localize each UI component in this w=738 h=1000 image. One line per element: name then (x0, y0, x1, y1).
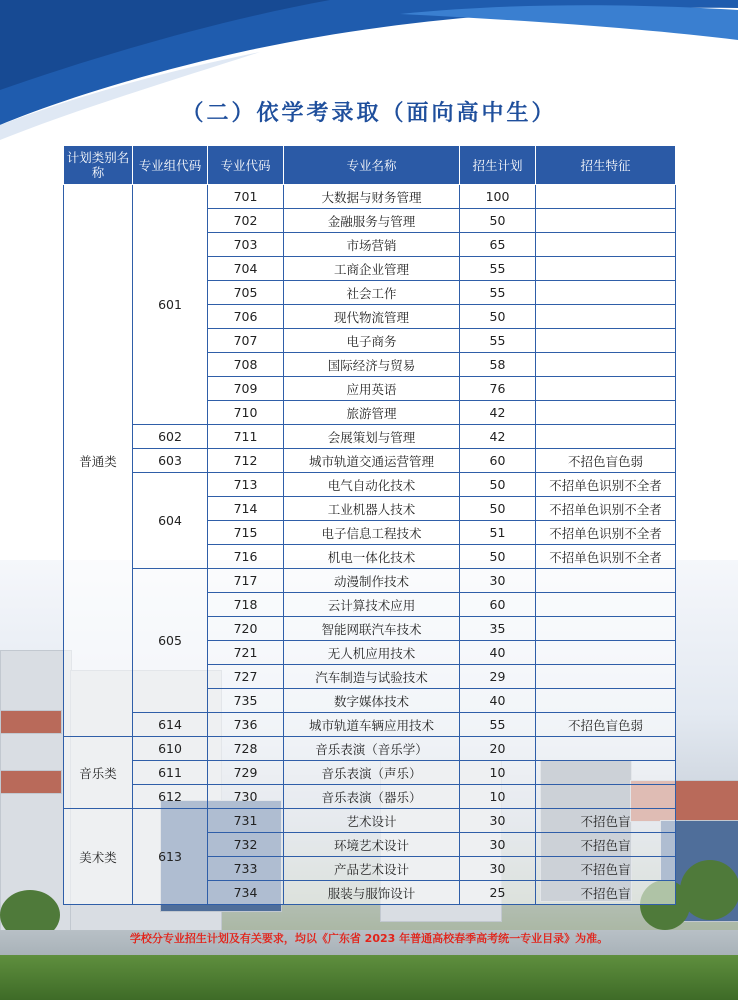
table-row (64, 185, 676, 209)
major-name-cell: 产品艺术设计 (284, 857, 460, 881)
col-header-group-code: 专业组代码 (133, 146, 208, 185)
group-code-cell: 603 (133, 449, 208, 473)
major-name-cell: 城市轨道交通运营管理 (284, 449, 460, 473)
table-row (64, 473, 676, 497)
major-code-cell: 713 (208, 473, 284, 497)
major-code-cell: 728 (208, 737, 284, 761)
feature-cell: 不招色盲色弱 (536, 713, 676, 737)
plan-cell: 50 (460, 473, 536, 497)
major-code-cell: 727 (208, 665, 284, 689)
major-name-cell: 旅游管理 (284, 401, 460, 425)
plan-cell: 20 (460, 737, 536, 761)
plan-cell: 55 (460, 257, 536, 281)
plan-cell: 40 (460, 689, 536, 713)
major-name-cell: 服装与服饰设计 (284, 881, 460, 905)
table-row (64, 713, 676, 737)
major-code-cell: 736 (208, 713, 284, 737)
category-cell: 美术类 (64, 809, 133, 905)
major-name-cell: 音乐表演（声乐） (284, 761, 460, 785)
plan-cell: 55 (460, 281, 536, 305)
major-code-cell: 711 (208, 425, 284, 449)
plan-cell: 35 (460, 617, 536, 641)
category-cell: 普通类 (64, 185, 133, 737)
major-name-cell: 应用英语 (284, 377, 460, 401)
major-code-cell: 714 (208, 497, 284, 521)
major-name-cell: 现代物流管理 (284, 305, 460, 329)
major-name-cell: 艺术设计 (284, 809, 460, 833)
feature-cell (536, 569, 676, 593)
major-code-cell: 702 (208, 209, 284, 233)
plan-cell: 58 (460, 353, 536, 377)
grass-decoration (0, 955, 738, 1000)
major-name-cell: 社会工作 (284, 281, 460, 305)
table-row (64, 809, 676, 833)
table-row (64, 785, 676, 809)
col-header-category: 计划类别名称 (64, 146, 133, 185)
feature-cell (536, 209, 676, 233)
group-code-cell: 602 (133, 425, 208, 449)
major-name-cell: 国际经济与贸易 (284, 353, 460, 377)
feature-cell: 不招色盲 (536, 809, 676, 833)
major-name-cell: 市场营销 (284, 233, 460, 257)
feature-cell: 不招单色识别不全者 (536, 497, 676, 521)
major-name-cell: 城市轨道车辆应用技术 (284, 713, 460, 737)
major-code-cell: 705 (208, 281, 284, 305)
table-row (64, 449, 676, 473)
major-name-cell: 音乐表演（器乐） (284, 785, 460, 809)
group-code-cell: 601 (133, 185, 208, 425)
category-cell: 音乐类 (64, 737, 133, 809)
group-code-cell: 611 (133, 761, 208, 785)
plan-cell: 51 (460, 521, 536, 545)
plan-cell: 50 (460, 209, 536, 233)
major-name-cell: 电子商务 (284, 329, 460, 353)
plan-cell: 40 (460, 641, 536, 665)
feature-cell (536, 281, 676, 305)
major-code-cell: 710 (208, 401, 284, 425)
plan-cell: 55 (460, 329, 536, 353)
plan-cell: 10 (460, 761, 536, 785)
major-name-cell: 工业机器人技术 (284, 497, 460, 521)
footnote: 学校分专业招生计划及有关要求，均以《广东省 2023 年普通高校春季高考统一专业目录》为准。 (129, 932, 609, 945)
major-code-cell: 703 (208, 233, 284, 257)
plan-cell: 25 (460, 881, 536, 905)
col-header-major-name: 专业名称 (284, 146, 460, 185)
major-code-cell: 717 (208, 569, 284, 593)
major-code-cell: 715 (208, 521, 284, 545)
major-code-cell: 716 (208, 545, 284, 569)
feature-cell (536, 377, 676, 401)
major-name-cell: 无人机应用技术 (284, 641, 460, 665)
major-code-cell: 701 (208, 185, 284, 209)
feature-cell: 不招单色识别不全者 (536, 545, 676, 569)
plan-cell: 100 (460, 185, 536, 209)
major-name-cell: 电子信息工程技术 (284, 521, 460, 545)
col-header-feature: 招生特征 (536, 146, 676, 185)
group-code-cell: 614 (133, 713, 208, 737)
table-row (64, 569, 676, 593)
group-code-cell: 605 (133, 569, 208, 713)
feature-cell (536, 353, 676, 377)
plan-cell: 30 (460, 833, 536, 857)
feature-cell (536, 737, 676, 761)
page-title: （二）依学考录取（面向高中生） (181, 100, 557, 126)
table-row (64, 425, 676, 449)
feature-cell (536, 305, 676, 329)
feature-cell (536, 593, 676, 617)
plan-cell: 55 (460, 713, 536, 737)
major-code-cell: 734 (208, 881, 284, 905)
major-name-cell: 云计算技术应用 (284, 593, 460, 617)
major-name-cell: 机电一体化技术 (284, 545, 460, 569)
admission-table (63, 145, 676, 905)
major-name-cell: 音乐表演（音乐学） (284, 737, 460, 761)
major-name-cell: 电气自动化技术 (284, 473, 460, 497)
table-row (64, 761, 676, 785)
plan-cell: 60 (460, 449, 536, 473)
major-name-cell: 工商企业管理 (284, 257, 460, 281)
major-code-cell: 718 (208, 593, 284, 617)
feature-cell: 不招色盲 (536, 857, 676, 881)
col-header-major-code: 专业代码 (208, 146, 284, 185)
plan-cell: 30 (460, 857, 536, 881)
group-code-cell: 613 (133, 809, 208, 905)
major-code-cell: 730 (208, 785, 284, 809)
plan-cell: 42 (460, 401, 536, 425)
feature-cell (536, 617, 676, 641)
major-code-cell: 729 (208, 761, 284, 785)
group-code-cell: 610 (133, 737, 208, 761)
major-code-cell: 708 (208, 353, 284, 377)
plan-cell: 50 (460, 497, 536, 521)
plan-cell: 30 (460, 569, 536, 593)
feature-cell: 不招色盲 (536, 881, 676, 905)
plan-cell: 42 (460, 425, 536, 449)
feature-cell (536, 233, 676, 257)
feature-cell (536, 665, 676, 689)
col-header-plan: 招生计划 (460, 146, 536, 185)
major-name-cell: 环境艺术设计 (284, 833, 460, 857)
feature-cell (536, 185, 676, 209)
major-name-cell: 金融服务与管理 (284, 209, 460, 233)
plan-cell: 76 (460, 377, 536, 401)
feature-cell (536, 689, 676, 713)
group-code-cell: 604 (133, 473, 208, 569)
major-code-cell: 706 (208, 305, 284, 329)
major-code-cell: 720 (208, 617, 284, 641)
major-name-cell: 汽车制造与试验技术 (284, 665, 460, 689)
group-code-cell: 612 (133, 785, 208, 809)
feature-cell (536, 425, 676, 449)
plan-cell: 65 (460, 233, 536, 257)
major-code-cell: 712 (208, 449, 284, 473)
major-name-cell: 动漫制作技术 (284, 569, 460, 593)
table-header-row (64, 146, 676, 185)
feature-cell (536, 641, 676, 665)
feature-cell (536, 761, 676, 785)
plan-cell: 29 (460, 665, 536, 689)
major-code-cell: 733 (208, 857, 284, 881)
plan-cell: 60 (460, 593, 536, 617)
major-code-cell: 731 (208, 809, 284, 833)
major-code-cell: 709 (208, 377, 284, 401)
feature-cell (536, 257, 676, 281)
plan-cell: 50 (460, 545, 536, 569)
major-code-cell: 704 (208, 257, 284, 281)
feature-cell (536, 401, 676, 425)
feature-cell: 不招单色识别不全者 (536, 521, 676, 545)
plan-cell: 50 (460, 305, 536, 329)
major-code-cell: 721 (208, 641, 284, 665)
major-code-cell: 732 (208, 833, 284, 857)
major-name-cell: 大数据与财务管理 (284, 185, 460, 209)
plan-cell: 10 (460, 785, 536, 809)
feature-cell: 不招色盲色弱 (536, 449, 676, 473)
major-name-cell: 会展策划与管理 (284, 425, 460, 449)
feature-cell: 不招色盲 (536, 833, 676, 857)
major-name-cell: 智能网联汽车技术 (284, 617, 460, 641)
major-name-cell: 数字媒体技术 (284, 689, 460, 713)
table-row (64, 737, 676, 761)
major-code-cell: 735 (208, 689, 284, 713)
feature-cell (536, 785, 676, 809)
feature-cell (536, 329, 676, 353)
major-code-cell: 707 (208, 329, 284, 353)
plan-cell: 30 (460, 809, 536, 833)
feature-cell: 不招单色识别不全者 (536, 473, 676, 497)
